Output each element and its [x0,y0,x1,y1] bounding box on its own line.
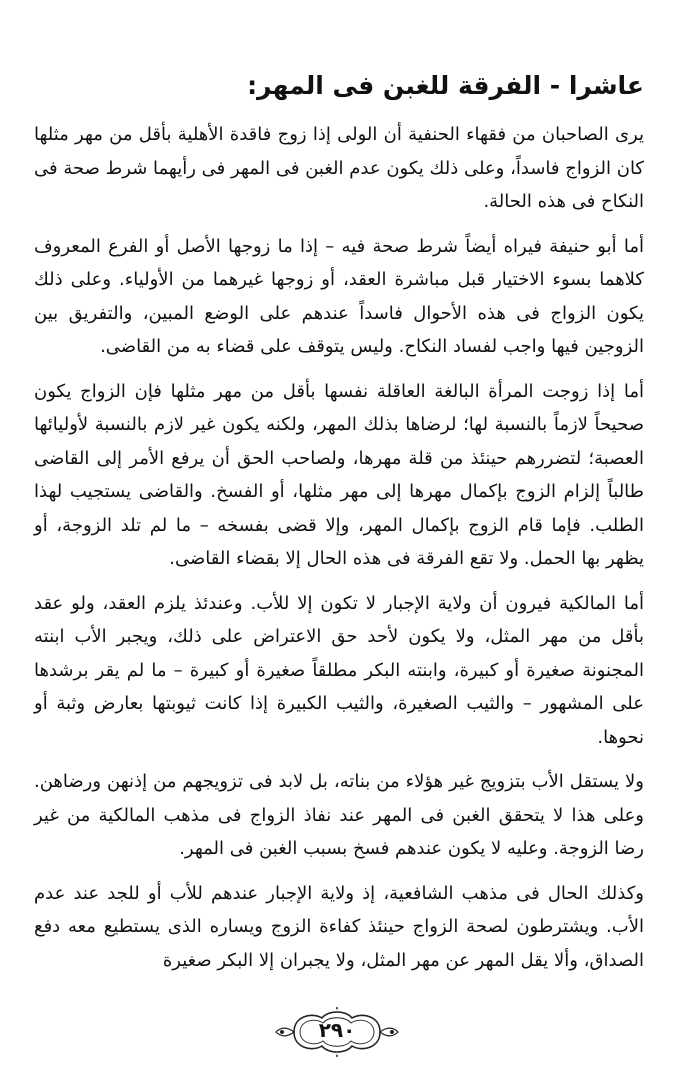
page-number-ornament [272,1006,402,1058]
paragraph-4: أما المالكية فيرون أن ولاية الإجبار لا تكون إلا للأب. وعندئذ يلزم العقد، ولو عقد بأقل من مهر المثل، ولا يكون لأحد حق الاعتراض على ذلك، ويجبر الأب ابنته المجنونة صغيرة أو كبيرة، وابنته البكر مطلقاً صغيرة أو كبيرة – ما لم يقر برشدها على المشهور – والثيب الصغيرة، والثيب الكبيرة إذا كانت ثيوبتها بعارض وثبة أو نحوها. [34,592,644,748]
page-number: ٢٩٠ [318,1018,356,1042]
paragraph-1: يرى الصاحبان من فقهاء الحنفية أن الولى إذا زوج فاقدة الأهلية بأقل من مهر مثلها كان الزواج فاسداً، وعلى ذلك يكون عدم الغبن فى المهر فى رأيهما شرط صحة فى النكاح فى هذه الحالة. [34,124,644,212]
paragraph-3: أما إذا زوجت المرأة البالغة العاقلة نفسها بأقل من مهر مثلها فإن الزواج يكون صحيحاً لازماً بالنسبة لها؛ لرضاها بذلك المهر، ولكنه يكون غير لازم بالنسبة لأوليائها العصبة؛ لتضررهم حينئذ من قلة مهرها، ولصاحب الحق أن يرفع الأمر إلى القاضى طالباً إلزام الزوج بإكمال مهرها إلى مهر مثلها، أو الفسخ. والقاضى يستجيب لهذا الطلب. فإما قام الزوج بإكمال المهر، وإلا قضى بفسخه – ما لم تلد الزوجة، أو يظهر بها الحمل. ولا تقع الفرقة فى هذه الحال إلا بقضاء القاضى. [34,380,644,569]
paragraph-5: ولا يستقل الأب بتزويج غير هؤلاء من بناته، بل لابد فى تزويجهم من إذنهن ورضاهن. وعلى هذا لا يتحقق الغبن فى المهر عند نفاذ الزواج فى مذهب المالكية من غير رضا الزوجة. وعليه لا يكون عندهم فسخ بسبب الغبن فى المهر. [34,771,644,859]
section-heading: عاشرا - الفرقة للغبن فى المهر: [247,71,644,100]
paragraph-6: وكذلك الحال فى مذهب الشافعية، إذ ولاية الإجبار عندهم للأب أو للجد عند عدم الأب. ويشترطون لصحة الزواج حينئذ كفاءة الزوج ويساره الذى يستطيع معه دفع الصداق، وألا يقل المهر عن مهر المثل، ولا يجبران إلا البكر صغيرة [34,882,644,971]
paragraph-2: أما أبو حنيفة فيراه أيضاً شرط صحة فيه – إذا ما زوجها الأصل أو الفرع المعروف كلاهما بسوء الاختيار قبل مباشرة العقد، أو زوجها غيرهما من الأولياء. وعلى ذلك يكون الزواج فى هذه الأحوال فاسداً عندهم على الوضع المبين، والتفريق بين الزوجين فيها واجب لفساد النكاح. وليس يتوقف على قضاء به من القاضى. [34,235,644,357]
